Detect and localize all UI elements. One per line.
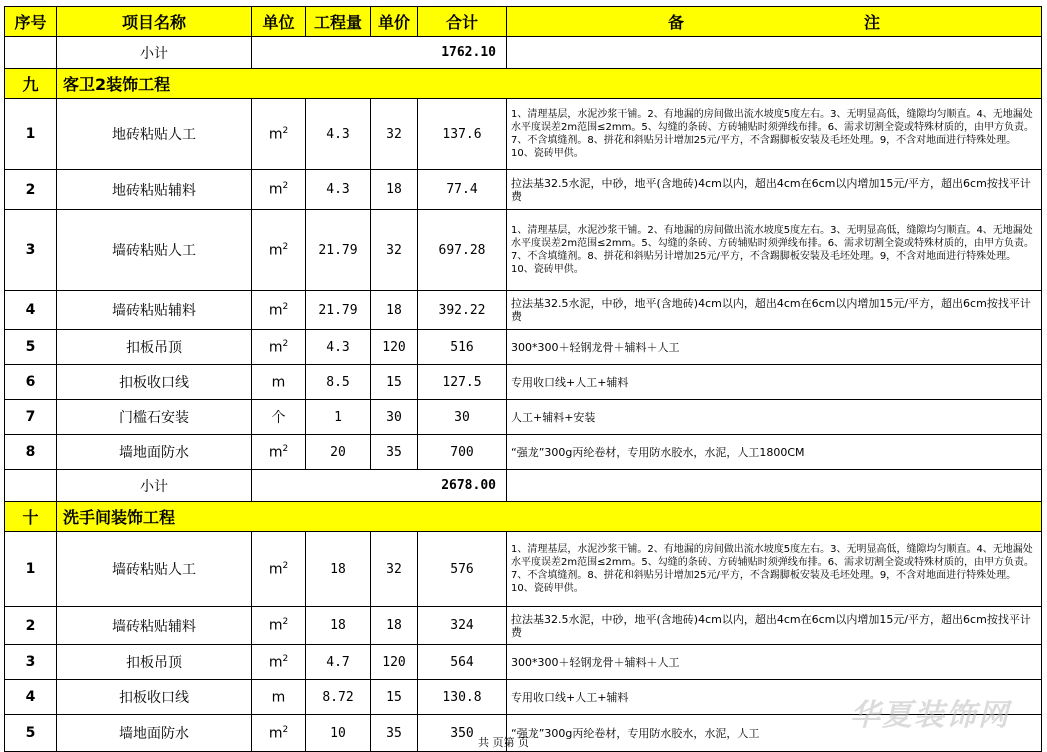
item-qty: 10 [306,715,371,752]
item-unit [252,715,306,752]
item-total: 576 [418,532,507,607]
item-name: 地砖粘贴辅料 [57,170,252,210]
item-unit [252,330,306,365]
item-unit [252,400,306,435]
item-total: 30 [418,400,507,435]
item-qty: 4.3 [306,330,371,365]
item-name: 扣板吊顶 [57,330,252,365]
item-row [5,99,1042,170]
item-name: 墙地面防水 [57,435,252,470]
item-note: 拉法基32.5水泥，中砂，地平(含地砖)4cm以内，超出4cm在6cm以内增加15元/平方，超出6cm按找平计费 [507,291,1042,330]
section-row-10 [5,502,1042,532]
item-qty: 8.5 [306,365,371,400]
section-title: 洗手间装饰工程 [57,502,1042,532]
item-total: 127.5 [418,365,507,400]
subtotal-value: 1762.10 [252,37,507,69]
item-unit [252,532,306,607]
item-row [5,210,1042,291]
item-price: 35 [371,715,418,752]
item-unit [252,435,306,470]
item-price: 18 [371,170,418,210]
item-price: 15 [371,365,418,400]
item-no: 3 [5,645,57,680]
item-name: 墙砖粘贴辅料 [57,291,252,330]
item-price: 35 [371,435,418,470]
item-price: 32 [371,532,418,607]
unit-text: m [268,444,283,461]
item-total: 697.28 [418,210,507,291]
item-note: 拉法基32.5水泥，中砂，地平(含地砖)4cm以内，超出4cm在6cm以内增加15元/平方，超出6cm按找平计费 [507,607,1042,645]
unit-text: m [268,561,283,578]
item-note: 专用收口线+人工+辅料 [507,680,1042,715]
watermark: 华夏装饰网 [850,698,1010,733]
item-qty: 20 [306,435,371,470]
item-note: 人工+辅料+安装 [507,400,1042,435]
item-qty: 4.3 [306,99,371,170]
header-note-b: 注 [864,13,881,32]
unit-text: 个 [271,410,286,426]
header-price: 单价 [371,7,418,37]
unit-exponent: 2 [282,617,289,628]
item-name: 地砖粘贴人工 [57,99,252,170]
subtotal-label: 小计 [57,470,252,502]
item-no: 5 [5,715,57,752]
item-total: 392.22 [418,291,507,330]
item-qty: 21.79 [306,210,371,291]
unit-exponent: 2 [282,241,289,252]
item-total: 350 [418,715,507,752]
item-row [5,170,1042,210]
subtotal-row-top [5,37,1042,69]
item-note: “强龙”300g丙纶卷材，专用防水胶水，水泥，人工1800CM [507,435,1042,470]
item-price: 120 [371,645,418,680]
item-no: 1 [5,532,57,607]
item-price: 15 [371,680,418,715]
quotation-table [4,6,1042,752]
item-name: 扣板收口线 [57,365,252,400]
item-note: 300*300＋轻钢龙骨＋辅料＋人工 [507,645,1042,680]
subtotal-label: 小计 [57,37,252,69]
unit-exponent: 2 [282,653,289,664]
item-note: 1、清理基层，水泥沙浆干铺。2、有地漏的房间做出流水坡度5度左右。3、无明显高低，缝隙均匀顺直。4、无地漏处水平度误差2m范围≤2mm。5、勾缝的条砖、方砖辅贴时须弹线布排。6、需求切割全瓷或特殊材质的，由甲方负责。7、不含填缝剂。8、拼花和斜贴另计增加25元/平方，不含踢脚板安装及毛坯处理。9，不含对地面进行特殊处理。10、瓷砖甲供。 [507,532,1042,607]
subtotal-value: 2678.00 [252,470,507,502]
item-price: 32 [371,210,418,291]
item-row [5,330,1042,365]
unit-text: m [268,181,283,198]
item-note: 1、清理基层，水泥沙浆干铺。2、有地漏的房间做出流水坡度5度左右。3、无明显高低，缝隙均匀顺直。4、无地漏处水平度误差2m范围≤2mm。5、勾缝的条砖、方砖辅贴时须弹线布排。6、需求切割全瓷或特殊材质的，由甲方负责。7、不含填缝剂。8、拼花和斜贴另计增加25元/平方，不含踢脚板安装及毛坯处理。9，不含对地面进行特殊处理。10、瓷砖甲供。 [507,210,1042,291]
item-note: 专用收口线+人工+辅料 [507,365,1042,400]
subtotal-row-9 [5,470,1042,502]
item-unit [252,680,306,715]
header-row [5,7,1042,37]
item-qty: 1 [306,400,371,435]
header-note [507,7,1042,37]
item-note: “强龙”300g丙纶卷材，专用防水胶水，水泥，人工 [507,715,1042,752]
unit-text: m [271,689,286,706]
item-no: 4 [5,291,57,330]
item-qty: 8.72 [306,680,371,715]
item-unit [252,645,306,680]
item-no: 1 [5,99,57,170]
item-note: 拉法基32.5水泥，中砂，地平(含地砖)4cm以内，超出4cm在6cm以内增加15元/平方，超出6cm按找平计费 [507,170,1042,210]
item-row [5,291,1042,330]
item-total: 130.8 [418,680,507,715]
header-seq: 序号 [5,7,57,37]
item-name: 门槛石安装 [57,400,252,435]
unit-exponent: 2 [282,181,289,192]
item-name: 扣板吊顶 [57,645,252,680]
unit-exponent: 2 [282,443,289,454]
item-name: 墙砖粘贴辅料 [57,607,252,645]
item-qty: 18 [306,532,371,607]
item-total: 564 [418,645,507,680]
item-qty: 18 [306,607,371,645]
item-row [5,435,1042,470]
item-no: 2 [5,607,57,645]
unit-text: m [268,339,283,356]
item-qty: 4.7 [306,645,371,680]
item-total: 516 [418,330,507,365]
item-name: 墙砖粘贴人工 [57,210,252,291]
item-price: 30 [371,400,418,435]
item-no: 2 [5,170,57,210]
unit-exponent: 2 [282,301,289,312]
item-row [5,365,1042,400]
header-total: 合计 [418,7,507,37]
item-total: 77.4 [418,170,507,210]
section-number: 十 [5,502,57,532]
item-total: 137.6 [418,99,507,170]
item-row [5,532,1042,607]
unit-exponent: 2 [282,724,289,735]
item-unit [252,291,306,330]
unit-exponent: 2 [282,125,289,136]
item-qty: 4.3 [306,170,371,210]
unit-exponent: 2 [282,338,289,349]
item-no: 8 [5,435,57,470]
section-number: 九 [5,69,57,99]
section-title: 客卫2装饰工程 [57,69,1042,99]
item-price: 120 [371,330,418,365]
item-no: 7 [5,400,57,435]
item-unit [252,210,306,291]
item-note: 1、清理基层，水泥沙浆干铺。2、有地漏的房间做出流水坡度5度左右。3、无明显高低，缝隙均匀顺直。4、无地漏处水平度误差2m范围≤2mm。5、勾缝的条砖、方砖辅贴时须弹线布排。6、需求切割全瓷或特殊材质的，由甲方负责。7、不含填缝剂。8、拼花和斜贴另计增加25元/平方，不含踢脚板安装及毛坯处理。9，不含对地面进行特殊处理。10、瓷砖甲供。 [507,99,1042,170]
item-name: 墙砖粘贴人工 [57,532,252,607]
header-note-a: 备 [667,13,684,32]
item-name: 扣板收口线 [57,680,252,715]
unit-exponent: 2 [282,560,289,571]
item-unit [252,607,306,645]
item-row [5,607,1042,645]
item-no: 3 [5,210,57,291]
header-qty: 工程量 [306,7,371,37]
unit-text: m [268,725,283,742]
item-unit [252,99,306,170]
item-unit [252,365,306,400]
unit-text: m [271,374,286,391]
item-name: 墙地面防水 [57,715,252,752]
item-price: 18 [371,291,418,330]
item-total: 700 [418,435,507,470]
item-no: 4 [5,680,57,715]
item-row [5,645,1042,680]
section-row-9 [5,69,1042,99]
item-note: 300*300＋轻钢龙骨＋辅料＋人工 [507,330,1042,365]
item-total: 324 [418,607,507,645]
item-price: 18 [371,607,418,645]
page-footer: 共 页第 页 [478,736,529,749]
item-row [5,400,1042,435]
item-no: 6 [5,365,57,400]
item-price: 32 [371,99,418,170]
item-no: 5 [5,330,57,365]
unit-text: m [268,126,283,143]
unit-text: m [268,242,283,259]
item-unit [252,170,306,210]
unit-text: m [268,654,283,671]
unit-text: m [268,302,283,319]
header-name: 项目名称 [57,7,252,37]
header-unit: 单位 [252,7,306,37]
unit-text: m [268,617,283,634]
item-qty: 21.79 [306,291,371,330]
